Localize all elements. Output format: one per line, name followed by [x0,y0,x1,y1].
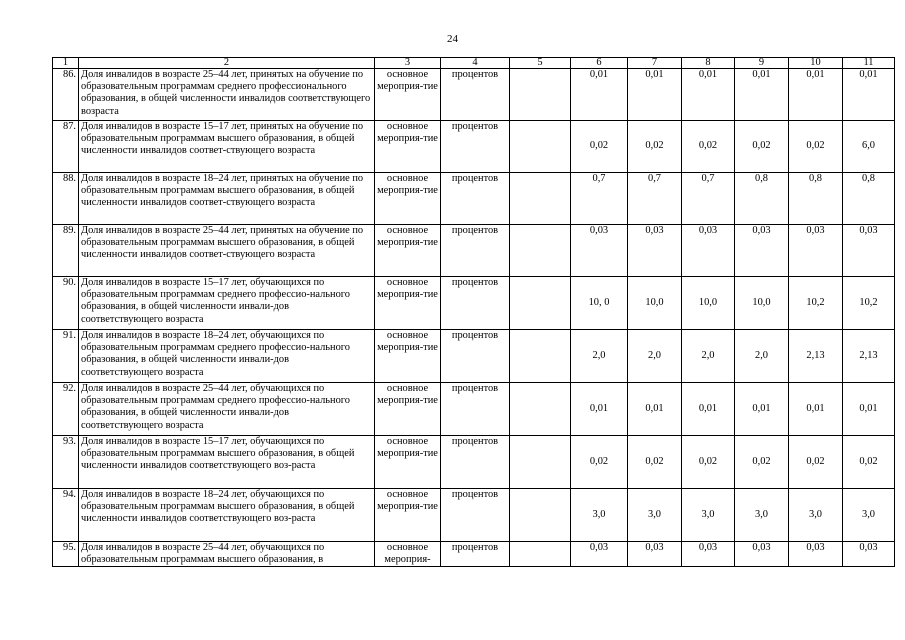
table-row [53,436,895,489]
empty-cell [510,436,571,489]
unit-of-measure: процентов [441,121,510,173]
row-number: 95. [53,542,79,567]
value-cell: 10,2 [789,277,843,330]
unit-of-measure: процентов [441,489,510,542]
column-header: 11 [843,58,895,69]
row-number: 90. [53,277,79,330]
value-cell: 10,0 [735,277,789,330]
column-number-row [53,58,895,69]
value-cell: 0,03 [571,225,628,277]
row-number: 91. [53,330,79,383]
column-header: 4 [441,58,510,69]
page-number: 24 [447,33,458,45]
value-cell: 0,03 [735,542,789,567]
event-type: основное мероприя-тие [375,489,441,542]
value-cell: 0,7 [628,173,682,225]
event-type: основное мероприя-тие [375,383,441,436]
indicator-text: Доля инвалидов в возрасте 25–44 лет, принятых на обучение по образовательным программам высшего образования, в общей численности инвалидов соответ-ствующего возраста [79,225,375,277]
value-cell: 0,03 [735,225,789,277]
table-row [53,489,895,542]
indicators-table [52,57,895,567]
indicator-text: Доля инвалидов в возрасте 15–17 лет, обучающихся по образовательным программам высшего образования, в общей численности инвалидов соответствующего воз-раста [79,436,375,489]
table-row [53,383,895,436]
table-row [53,173,895,225]
indicator-text: Доля инвалидов в возрасте 18–24 лет, обучающихся по образовательным программам среднего профессио-нального образования, в общей численности инвали-дов соответствующего возраста [79,330,375,383]
value-cell: 0,03 [789,542,843,567]
column-header: 9 [735,58,789,69]
unit-of-measure: процентов [441,225,510,277]
value-cell: 0,03 [682,542,735,567]
table-row [53,277,895,330]
empty-cell [510,121,571,173]
value-cell: 0,02 [682,121,735,173]
value-cell: 2,0 [682,330,735,383]
value-cell: 0,01 [735,383,789,436]
event-type: основное мероприя-тие [375,225,441,277]
table-row [53,330,895,383]
column-header: 1 [53,58,79,69]
value-cell: 0,02 [843,436,895,489]
value-cell: 0,8 [789,173,843,225]
column-header: 8 [682,58,735,69]
value-cell: 0,03 [789,225,843,277]
table-row [53,225,895,277]
row-number: 92. [53,383,79,436]
row-number: 87. [53,121,79,173]
event-type: основное мероприя-тие [375,121,441,173]
value-cell: 0,01 [628,69,682,121]
value-cell: 3,0 [789,489,843,542]
empty-cell [510,277,571,330]
value-cell: 0,01 [571,69,628,121]
value-cell: 0,02 [735,436,789,489]
indicator-text: Доля инвалидов в возрасте 18–24 лет, обучающихся по образовательным программам высшего образования, в общей численности инвалидов соответствующего воз-раста [79,489,375,542]
value-cell: 0,02 [571,436,628,489]
indicator-text: Доля инвалидов в возрасте 25–44 лет, принятых на обучение по образовательным программам среднего профессионального образования, в общей численности инвалидов соответствующего возраста [79,69,375,121]
column-header: 6 [571,58,628,69]
value-cell: 10,0 [628,277,682,330]
value-cell: 2,0 [735,330,789,383]
value-cell: 0,7 [682,173,735,225]
value-cell: 6,0 [843,121,895,173]
value-cell: 0,7 [571,173,628,225]
value-cell: 0,8 [735,173,789,225]
unit-of-measure: процентов [441,173,510,225]
value-cell: 2,13 [843,330,895,383]
table-row [53,121,895,173]
value-cell: 0,01 [843,383,895,436]
value-cell: 3,0 [571,489,628,542]
unit-of-measure: процентов [441,330,510,383]
value-cell: 2,0 [571,330,628,383]
value-cell: 10,0 [682,277,735,330]
event-type: основное мероприя-тие [375,436,441,489]
empty-cell [510,542,571,567]
value-cell: 0,02 [571,121,628,173]
indicator-text: Доля инвалидов в возрасте 25–44 лет, обучающихся по образовательным программам среднего профессио-нального образования, в общей численности инвали-дов соответствующего возраста [79,383,375,436]
value-cell: 0,03 [628,542,682,567]
unit-of-measure: процентов [441,69,510,121]
value-cell: 0,01 [571,383,628,436]
column-header: 10 [789,58,843,69]
column-header: 5 [510,58,571,69]
value-cell: 2,0 [628,330,682,383]
value-cell: 0,03 [843,225,895,277]
empty-cell [510,173,571,225]
row-number: 86. [53,69,79,121]
value-cell: 0,01 [682,69,735,121]
event-type: основное мероприя-тие [375,69,441,121]
value-cell: 0,03 [843,542,895,567]
value-cell: 0,02 [628,121,682,173]
indicator-text: Доля инвалидов в возрасте 15–17 лет, принятых на обучение по образовательным программам высшего образования, в общей численности инвалидов соответ-ствующего возраста [79,121,375,173]
row-number: 93. [53,436,79,489]
value-cell: 10,2 [843,277,895,330]
value-cell: 0,8 [843,173,895,225]
value-cell: 0,02 [789,121,843,173]
empty-cell [510,225,571,277]
column-header: 7 [628,58,682,69]
column-header: 3 [375,58,441,69]
unit-of-measure: процентов [441,542,510,567]
event-type: основное мероприя-тие [375,277,441,330]
value-cell: 10, 0 [571,277,628,330]
value-cell: 3,0 [843,489,895,542]
value-cell: 0,03 [628,225,682,277]
unit-of-measure: процентов [441,436,510,489]
table-row [53,69,895,121]
row-number: 94. [53,489,79,542]
unit-of-measure: процентов [441,277,510,330]
value-cell: 0,03 [571,542,628,567]
value-cell: 0,01 [843,69,895,121]
unit-of-measure: процентов [441,383,510,436]
value-cell: 3,0 [682,489,735,542]
value-cell: 0,01 [789,69,843,121]
value-cell: 0,02 [735,121,789,173]
value-cell: 0,02 [682,436,735,489]
row-number: 89. [53,225,79,277]
indicator-text: Доля инвалидов в возрасте 15–17 лет, обучающихся по образовательным программам среднего профессио-нального образования, в общей численности инвали-дов соответствующего возраста [79,277,375,330]
event-type: основное мероприя-тие [375,330,441,383]
value-cell: 0,02 [789,436,843,489]
value-cell: 3,0 [735,489,789,542]
empty-cell [510,383,571,436]
value-cell: 0,01 [735,69,789,121]
indicator-text: Доля инвалидов в возрасте 25–44 лет, обучающихся по образовательным программам высшего образования, в [79,542,375,567]
row-number: 88. [53,173,79,225]
event-type: основное мероприя-тие [375,173,441,225]
empty-cell [510,489,571,542]
indicator-text: Доля инвалидов в возрасте 18–24 лет, принятых на обучение по образовательным программам высшего образования, в общей численности инвалидов соответ-ствующего возраста [79,173,375,225]
value-cell: 0,03 [682,225,735,277]
value-cell: 0,02 [628,436,682,489]
value-cell: 3,0 [628,489,682,542]
table-row [53,542,895,567]
value-cell: 0,01 [789,383,843,436]
empty-cell [510,330,571,383]
event-type: основное мероприя- [375,542,441,567]
value-cell: 2,13 [789,330,843,383]
value-cell: 0,01 [682,383,735,436]
column-header: 2 [79,58,375,69]
value-cell: 0,01 [628,383,682,436]
empty-cell [510,69,571,121]
